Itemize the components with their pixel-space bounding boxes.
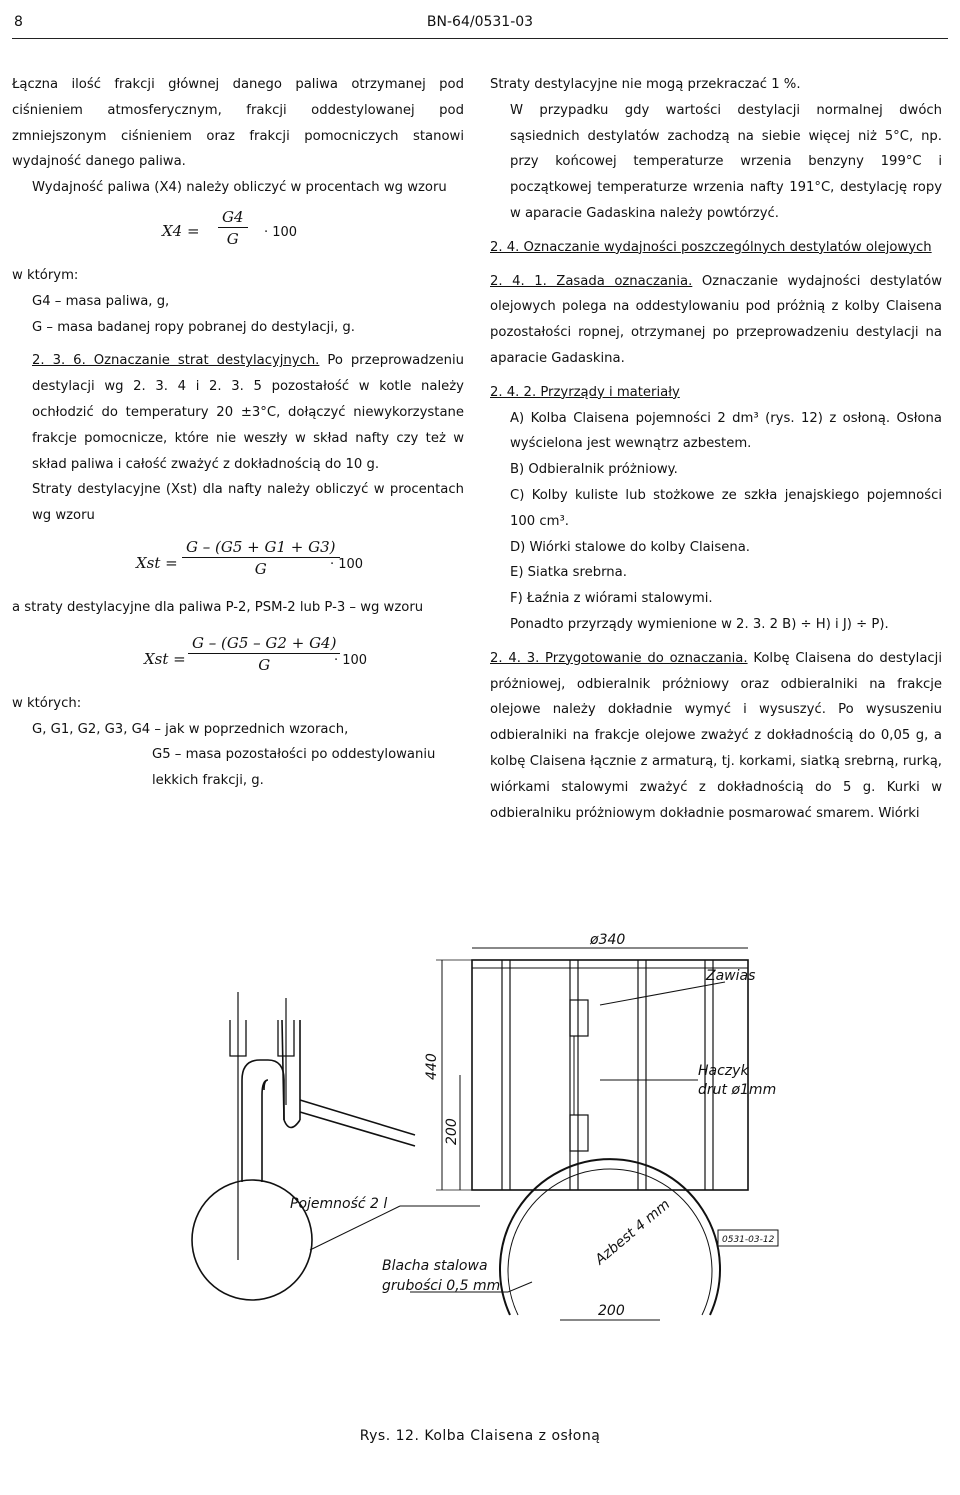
list-item-c: C) Kolby kuliste lub stożkowe ze szkła jenajskiego pojemności 100 cm³. xyxy=(510,487,942,529)
formula-lhs: Xst = xyxy=(144,649,186,668)
formula-numerator: G – (G5 – G2 + G4) xyxy=(188,633,340,654)
asbestos-label: Azbest 4 mm xyxy=(592,1196,674,1269)
flask-neck-left xyxy=(242,1060,284,1182)
paragraph-fuel-yield: Wydajność paliwa (X4) należy obliczyć w procentach wg wzoru xyxy=(32,180,447,196)
capacity-leader xyxy=(310,1206,400,1250)
formula-fraction xyxy=(218,207,248,250)
formula-numerator: G4 xyxy=(218,207,248,228)
page-number: 8 xyxy=(14,14,23,30)
hinge-leader xyxy=(600,982,725,1005)
flask-neck-inner xyxy=(262,1080,268,1182)
formula-denominator: G xyxy=(254,559,267,578)
list-item-a: A) Kolba Claisena pojemności 2 dm³ (rys. 12) z osłoną. Osłona wyścielona jest wewnątrz azbestem. xyxy=(510,410,942,452)
flask-side-arm xyxy=(300,1100,415,1146)
list-item-f: F) Łaźnia z wiórami stalowymi. xyxy=(510,591,713,607)
paragraph-losses-kerosene: Straty destylacyjne (Xst) dla nafty należy obliczyć w procentach wg wzoru xyxy=(32,482,464,524)
list-item-e: E) Siatka srebrna. xyxy=(510,565,627,581)
formula-multiplier: · 100 xyxy=(334,652,368,668)
section-heading-2-4-1: 2. 4. 1. Zasada oznaczania. xyxy=(490,273,693,289)
formula-numerator: G – (G5 + G1 + G3) xyxy=(182,537,340,558)
formula-losses-fuel xyxy=(12,621,464,691)
stamp-text: 0531-03-12 xyxy=(722,1235,775,1245)
definition-g5: G5 – masa pozostałości po oddestylowaniu lekkich frakcji, g. xyxy=(152,747,436,789)
hinge-lower xyxy=(570,1115,588,1151)
figure-claisen-flask xyxy=(160,930,800,1330)
formula-fraction xyxy=(188,633,340,676)
paragraph-preparation xyxy=(490,646,942,827)
formula-fraction xyxy=(182,537,340,580)
preparation-body: Kolbę Claisena do destylacji próżniowej, odbieralnik próżniowy oraz odbieralniki na frakcje olejowe należy dokładnie wymyć i wysuszyć. Po wysuszeniu odbieralniki na frakcje olejowe zważyć z dokładnością do 0,05 g, a kolbę Claisena łącznie z armaturą, tj. korkami, siatką srebrną, rurką, wiórkami stalowymi zważyć z dokładnością do 5 g. Kurki w odbieralniku próżniowym dokładnie posmarować smarem. Wiórki xyxy=(490,650,942,821)
formula-lhs: Xst = xyxy=(136,553,178,572)
hinge-upper xyxy=(570,1000,588,1036)
paragraph-total-yield: Łączna ilość frakcji głównej danego paliwa otrzymanej pod ciśnieniem atmosferycznym, frakcji oddestylowanej pod zmniejszonym ciśnieniem oraz frakcji pomocniczych stanowi wydajność danego paliwa. xyxy=(12,77,464,170)
formula-denominator: G xyxy=(226,229,239,248)
paragraph-distillation-losses xyxy=(12,348,464,477)
definition-g4: G4 – masa paliwa, g, xyxy=(32,293,170,309)
dim-440-text: 440 xyxy=(424,1053,440,1080)
dim-200-horizontal-text: 200 xyxy=(598,1303,625,1319)
list-item-d: D) Wiórki stalowe do kolby Claisena. xyxy=(510,539,750,555)
sheet-leader xyxy=(508,1282,532,1292)
sheet-thickness-label: grubości 0,5 mm xyxy=(382,1278,501,1294)
where-label: w którym: xyxy=(12,267,79,283)
capacity-label: Pojemność 2 l xyxy=(290,1196,388,1212)
paragraph-losses-fuel: a straty destylacyjne dla paliwa P-2, PSM-2 lub P-3 – wg wzoru xyxy=(12,599,424,615)
definition-g: G – masa badanej ropy pobranej do destylacji, g. xyxy=(32,319,355,335)
hinge-label: Zawias xyxy=(706,968,756,984)
section-heading-2-4: 2. 4. Oznaczanie wydajności poszczególnych destylatów olejowych xyxy=(490,239,932,255)
hook-label: Haczyk xyxy=(698,1063,749,1079)
paragraph-overlap: W przypadku gdy wartości destylacji normalnej dwóch sąsiednich destylatów zachodzą na siebie więcej niż 5°C, np. przy końcowej temperaturze wrzenia benzyny 199°C i początkowej temperaturze wrzenia nafty 191°C, destylację ropy w aparacie Gadaskina należy powtórzyć. xyxy=(510,102,942,221)
header-rule xyxy=(12,38,948,39)
shield-arc-outer xyxy=(500,1159,720,1315)
section-heading: 2. 3. 6. Oznaczanie strat destylacyjnych. xyxy=(32,353,320,369)
paragraph-principle xyxy=(490,269,942,372)
right-column xyxy=(490,72,942,826)
dim-340-text: ø340 xyxy=(590,932,626,948)
dim-200-vertical-text: 200 xyxy=(444,1118,460,1145)
formula-losses-kerosene xyxy=(12,529,464,595)
formula-denominator: G xyxy=(258,655,271,674)
figure-caption: Rys. 12. Kolba Claisena z osłoną xyxy=(359,1428,601,1444)
left-column xyxy=(12,72,464,794)
principle-body: Oznaczanie wydajności destylatów olejowych polega na oddestylowaniu pod próżnią z kolby Claisena pozostałości ropnej, otrzymanej po przeprowadzeniu destylacji na aparacie Gadaskina. xyxy=(490,273,943,366)
standard-code: BN-64/0531-03 xyxy=(426,14,534,30)
list-item-b: B) Odbieralnik próżniowy. xyxy=(510,462,678,478)
formula-lhs: X4 = xyxy=(162,221,200,240)
definition-g-all: G, G1, G2, G3, G4 – jak w poprzednich wzorach, xyxy=(32,721,349,737)
sheet-label: Blacha stalowa xyxy=(382,1258,488,1274)
hook-wire-label: drut ø1mm xyxy=(698,1082,777,1098)
figure-drawing xyxy=(160,930,800,1330)
formula-fuel-yield xyxy=(12,201,464,263)
section-heading-2-4-2: 2. 4. 2. Przyrządy i materiały xyxy=(490,384,680,400)
formula-multiplier: · 100 xyxy=(330,556,364,572)
flask-joint xyxy=(284,1120,300,1128)
where-label-2: w których: xyxy=(12,695,82,711)
list-item-additional: Ponadto przyrządy wymienione w 2. 3. 2 B) ÷ H) i J) ÷ P). xyxy=(510,616,889,632)
paragraph-losses-limit: Straty destylacyjne nie mogą przekraczać 1 %. xyxy=(490,77,801,92)
formula-multiplier: · 100 xyxy=(264,224,298,240)
section-body: Po przeprowadzeniu destylacji wg 2. 3. 4 i 2. 3. 5 pozostałość w kotle należy ochłodzić do temperatury 20 ±3°C, dołączyć niewykorzystane frakcje pomocnicze, które nie weszły w skład nafty czy też w skład paliwa i całość zważyć z dokładnością do 10 g. xyxy=(32,353,464,472)
section-heading-2-4-3: 2. 4. 3. Przygotowanie do oznaczania. xyxy=(490,650,748,666)
flask-neck-right xyxy=(282,1020,284,1120)
